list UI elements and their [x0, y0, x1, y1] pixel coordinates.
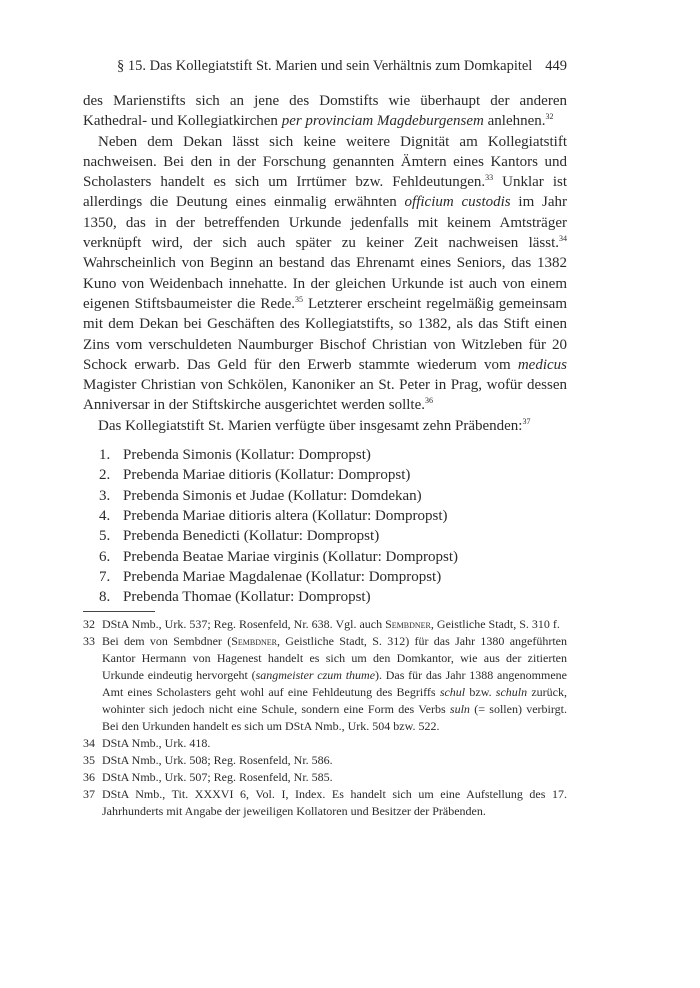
footnote-37: [83, 786, 567, 820]
list-item-number: 3.: [99, 487, 111, 504]
list-item-number: 5.: [99, 528, 111, 545]
footnote-divider: [83, 611, 155, 612]
footnote-ref[interactable]: 36: [424, 396, 433, 406]
text-run: Bei dem von Sembdner (: [102, 634, 232, 649]
footnote-34: [83, 735, 567, 752]
italic-phrase: schuln: [495, 685, 528, 700]
list-item-number: 6.: [99, 548, 111, 565]
list-item-text: Prebenda Beatae Mariae virginis (Kollatur: Dompropst): [123, 548, 459, 565]
list-item-text: Prebenda Simonis et Judae (Kollatur: Domdekan): [123, 487, 422, 504]
text-run: Letzterer erscheint regelmäßig gemeinsam mit dem Dekan bei Geschäften des Kollegiatstifts, so 1382, als das Stift einen Zins vom verschuldeten Naumburger Bischof Christian von Witzleben für 20 Schock erwarb. Das Geld für den Erwerb stammte wiederum vom: [83, 295, 567, 373]
footnote-32: [83, 616, 567, 633]
text-run: im Jahr 1350, das in der betreffenden Urkunde jedenfalls mit keinem Amtsträger verknüpft wird, der sich auch später zu keiner Zeit nachweisen lässt.: [83, 194, 568, 252]
running-head-title: § 15. Das Kollegiatstift St. Marien und sein Verhältnis zum Domkapitel: [117, 58, 533, 74]
list-item-number: 7.: [99, 568, 111, 585]
paragraph-2: [83, 132, 567, 416]
footnote-number: 35: [83, 753, 95, 768]
list-item-number: 4.: [99, 507, 111, 524]
italic-phrase: sangmeister czum thume: [255, 668, 376, 683]
footnote-text: DStA Nmb., Urk. 418.: [102, 736, 211, 751]
text-run: Neben dem Dekan lässt sich keine weitere Dignität am Kollegiatstift nachweisen. Bei den in der Forschung genannten Ämtern eines Kantors und Scholasters handelt es sich um Irrtümer bzw. Fehldeutungen.: [83, 133, 567, 191]
footnote-ref[interactable]: 34: [559, 234, 567, 244]
page-number: 449: [545, 58, 567, 74]
footnote-number: 36: [83, 770, 95, 785]
list-item: [99, 526, 567, 546]
footnote-ref[interactable]: 32: [545, 112, 554, 122]
footnote-text: DStA Nmb., Urk. 508; Reg. Rosenfeld, Nr. 586.: [102, 753, 333, 768]
italic-phrase: schul: [439, 685, 466, 700]
list-item-text: Prebenda Mariae ditioris altera (Kollatur: Dompropst): [123, 507, 448, 524]
paragraph-1: [83, 91, 567, 132]
list-item-number: 8.: [99, 589, 111, 606]
text-run: Magister Christian von Schkölen, Kanoniker an St. Peter in Prag, wofür dessen Anniversar in der Stiftskirche ausgerichtet werden sollte.: [83, 377, 567, 414]
text-run: Unklar ist allerdings die Deutung eines einmalig erwähnten: [83, 174, 568, 211]
text-run: des Marienstifts sich an jene des Domstifts wie überhaupt der anderen Kathedral- und Kollegiatkirchen: [83, 93, 567, 130]
footnote-number: 33: [83, 634, 95, 649]
list-item-number: 1.: [99, 447, 111, 464]
text-run: anlehnen.: [483, 113, 546, 130]
text-run: bzw.: [465, 685, 496, 700]
list-item: [99, 465, 567, 485]
text-run: Das Kollegiatstift St. Marien verfügte über insgesamt zehn Präbenden:: [98, 417, 523, 434]
text-run: zurück, wohinter sich jedoch nicht eine Schule, sondern eine Form des Verbs: [102, 685, 567, 717]
footnote-number: 34: [83, 736, 95, 751]
prebenda-list: [83, 445, 567, 607]
text-run: DStA Nmb., Urk. 537; Reg. Rosenfeld, Nr. 638. Vgl. auch: [102, 617, 386, 632]
footnote-number: 37: [83, 787, 95, 802]
footnotes: [83, 616, 567, 820]
paragraph-3: [83, 416, 567, 436]
footnote-35: [83, 752, 567, 769]
list-item: [99, 445, 567, 465]
list-item: [99, 506, 567, 526]
footnote-ref[interactable]: 37: [522, 416, 531, 426]
footnote-text: DStA Nmb., Urk. 507; Reg. Rosenfeld, Nr. 585.: [102, 770, 333, 785]
list-item: [99, 567, 567, 587]
text-run: ). Das für das Jahr 1388 angenommene Amt eines Scholasters geht wohl auf eine Fehldeutung des Begriffs: [102, 668, 567, 700]
author-name: Sembdner: [385, 617, 431, 632]
footnote-number: 32: [83, 617, 95, 632]
italic-phrase: officium custodis: [404, 194, 511, 211]
footnote-text: [102, 616, 567, 633]
footnote-ref[interactable]: 35: [295, 294, 303, 304]
list-item: [99, 587, 567, 607]
italic-phrase: suln: [449, 702, 470, 717]
footnote-33: [83, 633, 567, 735]
text-run: Wahrscheinlich von Beginn an bestand das Ehrenamt eines Seniors, das 1382 Kuno von Weidenbach innehatte. In der gleichen Urkunde ist auch von einem eigenen Stiftsbaumeister die Rede.: [83, 255, 567, 312]
list-item-text: Prebenda Thomae (Kollatur: Dompropst): [123, 589, 371, 606]
running-head: [117, 56, 567, 76]
footnote-text: [102, 633, 567, 735]
list-item: [99, 486, 567, 506]
book-page: [83, 56, 567, 820]
list-item-text: Prebenda Mariae ditioris (Kollatur: Dompropst): [123, 467, 411, 484]
italic-phrase: per provinciam Magdeburgensem: [281, 113, 484, 130]
list-item-number: 2.: [99, 467, 111, 484]
list-item-text: Prebenda Mariae Magdalenae (Kollatur: Dompropst): [123, 568, 442, 585]
italic-phrase: medicus: [517, 356, 567, 373]
list-item: [99, 547, 567, 567]
text-run: , Geistliche Stadt, S. 310 f.: [430, 617, 560, 632]
list-item-text: Prebenda Simonis (Kollatur: Dompropst): [123, 447, 371, 464]
footnote-ref[interactable]: 33: [485, 173, 494, 183]
text-run: , Geistliche Stadt, S. 312) für das Jahr 1380 angeführten Kantor Hermann von Hagenest handelt es sich um den Domkantor, wie aus der zitierten Urkunde eindeutig hervorgeht (: [102, 634, 567, 683]
footnote-36: [83, 769, 567, 786]
text-run: (= sollen) verbirgt. Bei den Urkunden handelt es sich um DStA Nmb., Urk. 504 bzw. 522.: [102, 702, 568, 734]
footnote-text: DStA Nmb., Tit. XXXVI 6, Vol. I, Index. Es handelt sich um eine Aufstellung des 17. Jahrhunderts mit Angabe der jeweiligen Kollatoren und Besitzer der Präbenden.: [102, 787, 567, 819]
author-name: Sembdner: [231, 634, 277, 649]
body-text: [83, 91, 567, 436]
list-item-text: Prebenda Benedicti (Kollatur: Dompropst): [123, 528, 380, 545]
